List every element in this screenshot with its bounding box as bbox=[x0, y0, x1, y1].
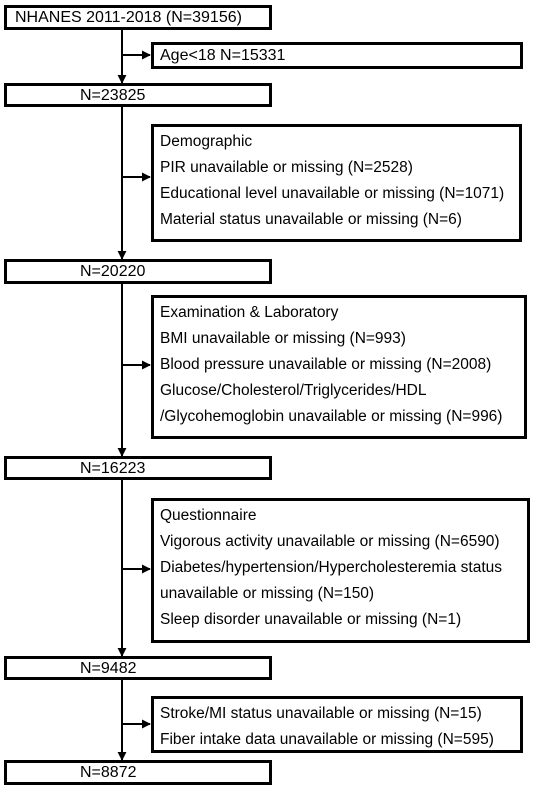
flow-box-label: N=8872 bbox=[80, 764, 137, 781]
exclusion-line: Sleep disorder unavailable or missing (N=1) bbox=[160, 611, 462, 628]
flow-box-label: N=23825 bbox=[80, 87, 146, 104]
exclusion-line: Diabetes/hypertension/Hypercholesteremia status bbox=[160, 559, 503, 576]
flow-box-after-examination bbox=[4, 456, 272, 480]
exclusion-line: Stroke/MI status unavailable or missing (N=15) bbox=[160, 705, 482, 722]
exclusion-line: Educational level unavailable or missing (N=1071) bbox=[160, 185, 505, 202]
exclusion-header: Examination & Laboratory bbox=[160, 304, 339, 321]
exclusion-line: Vigorous activity unavailable or missing (N=6590) bbox=[160, 533, 500, 550]
exclusion-line: Glucose/Cholesterol/Triglycerides/HDL bbox=[160, 382, 427, 399]
flow-box-after-age bbox=[4, 83, 272, 107]
exclusion-header: Demographic bbox=[160, 133, 253, 150]
flow-box-after-demographic bbox=[4, 259, 272, 284]
exclusion-box-demographic bbox=[151, 124, 522, 242]
flow-box-label: N=9482 bbox=[80, 660, 137, 677]
flow-box-label: N=16223 bbox=[80, 460, 146, 477]
exclusion-line: Age<18 N=15331 bbox=[160, 47, 286, 64]
flow-box-after-questionnaire bbox=[4, 656, 272, 680]
exclusion-line: BMI unavailable or missing (N=993) bbox=[160, 330, 406, 347]
exclusion-box-age bbox=[151, 42, 523, 69]
exclusion-line: unavailable or missing (N=150) bbox=[160, 585, 375, 602]
exclusion-line: PIR unavailable or missing (N=2528) bbox=[160, 159, 413, 176]
exclusion-line: Fiber intake data unavailable or missing (N=595) bbox=[160, 731, 494, 748]
exclusion-header: Questionnaire bbox=[160, 507, 257, 524]
exclusion-line: /Glycohemoglobin unavailable or missing (N=996) bbox=[160, 408, 503, 425]
exclusion-line: Material status unavailable or missing (N=6) bbox=[160, 211, 462, 228]
exclusion-line: Blood pressure unavailable or missing (N=2008) bbox=[160, 356, 492, 373]
exclusion-box-questionnaire bbox=[151, 498, 530, 643]
flow-box-label: NHANES 2011-2018 (N=39156) bbox=[15, 9, 242, 26]
flow-box-total bbox=[4, 5, 272, 30]
flow-box-label: N=20220 bbox=[80, 263, 146, 280]
exclusion-box-stroke-fiber bbox=[151, 696, 523, 753]
flow-box-final bbox=[4, 760, 272, 785]
exclusion-box-examination bbox=[151, 295, 527, 439]
